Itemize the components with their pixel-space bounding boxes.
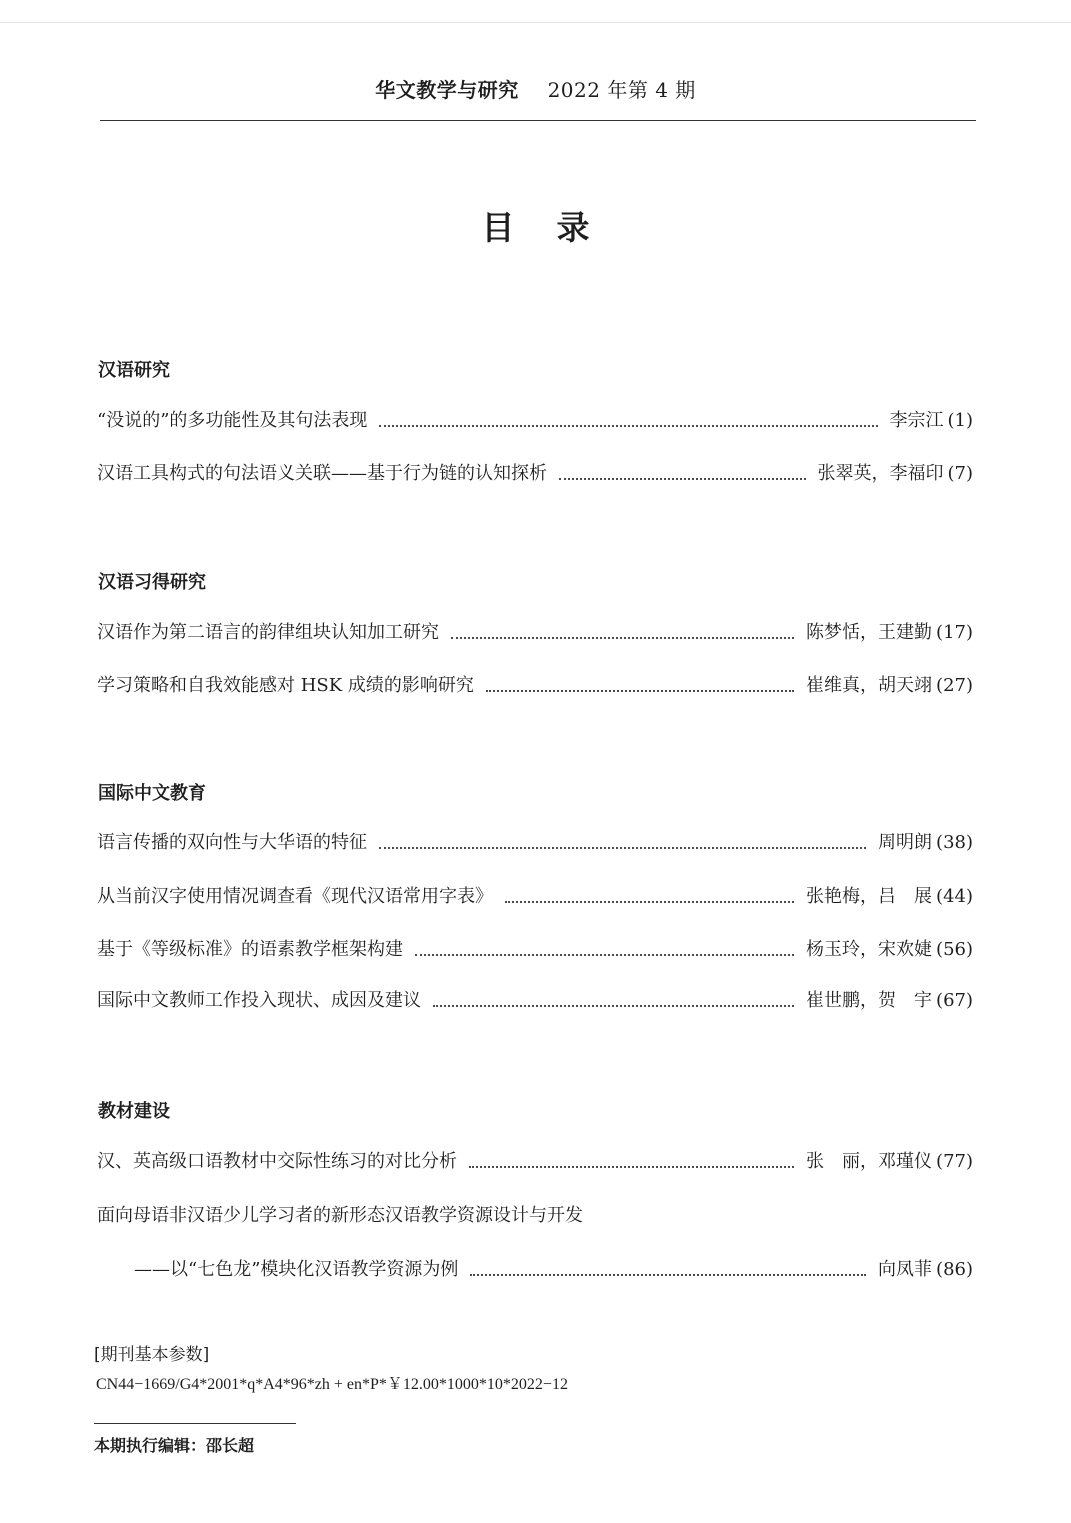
toc-entry[interactable] (97, 460, 973, 488)
toc-entry[interactable] (97, 936, 973, 964)
executive-editor: 本期执行编辑：邵长超 (94, 1436, 255, 1455)
dot-leader (470, 1274, 866, 1276)
entry-title: 汉、英高级口语教材中交际性练习的对比分析 (97, 1151, 457, 1172)
entry-title: 从当前汉字使用情况调查看《现代汉语常用字表》 (97, 886, 493, 907)
toc-entry[interactable] (134, 1256, 973, 1284)
toc-entry[interactable] (97, 1148, 973, 1176)
issue-number: 2022 年第 4 期 (547, 78, 696, 102)
section-heading: 国际中文教育 (98, 783, 206, 804)
params-code: CN44−1669/G4*2001*q*A4*96*zh + en*P*￥12.00*1000*10*2022−12 (96, 1376, 568, 1393)
entry-page: (27) (936, 675, 973, 696)
entry-page: (44) (936, 886, 973, 907)
entry-authors: 崔维真，胡天翊 (806, 675, 933, 696)
dot-leader (433, 1005, 794, 1007)
entry-authors: 崔世鹏，贺 宇 (806, 990, 933, 1011)
toc-entry[interactable] (97, 619, 973, 647)
dot-leader (469, 1166, 794, 1168)
entry-authors: 杨玉玲，宋欢婕 (806, 939, 933, 960)
entry-page: (17) (936, 622, 973, 643)
entry-page: (7) (947, 463, 973, 484)
entry-subtitle: ——以“七色龙”模块化汉语教学资源为例 (134, 1259, 459, 1280)
entry-page: (77) (936, 1151, 973, 1172)
section-heading: 汉语习得研究 (98, 572, 206, 593)
toc-entry[interactable] (97, 829, 973, 857)
dot-leader (486, 690, 794, 692)
journal-name: 华文教学与研究 (375, 78, 519, 102)
dot-leader (505, 901, 794, 903)
entry-page: (38) (936, 832, 973, 853)
toc-entry[interactable] (97, 883, 973, 911)
entry-title: 语言传播的双向性与大华语的特征 (97, 832, 367, 853)
entry-title: 汉语作为第二语言的韵律组块认知加工研究 (97, 622, 439, 643)
dot-leader (451, 637, 794, 639)
toc-entry[interactable] (97, 407, 973, 435)
top-border (0, 22, 1071, 23)
section-heading: 汉语研究 (98, 360, 170, 381)
entry-authors: 周明朗 (878, 832, 933, 853)
entry-title: 国际中文教师工作投入现状、成因及建议 (97, 990, 421, 1011)
entry-title: 学习策略和自我效能感对 HSK 成绩的影响研究 (97, 675, 474, 696)
entry-authors: 张艳梅，吕 展 (806, 886, 933, 907)
entry-authors: 李宗江 (889, 410, 944, 431)
dot-leader (559, 478, 806, 480)
entry-title: 汉语工具构式的句法语义关联——基于行为链的认知探析 (97, 463, 547, 484)
entry-page: (67) (936, 990, 973, 1011)
page-title: 目录 (481, 208, 632, 247)
dot-leader (379, 847, 866, 849)
params-label: [期刊基本参数] (94, 1345, 210, 1365)
entry-authors: 张翠英，李福印 (817, 463, 944, 484)
entry-title: “没说的”的多功能性及其句法表现 (97, 410, 368, 431)
entry-authors: 陈梦恬，王建勤 (806, 622, 933, 643)
entry-authors: 向凤菲 (878, 1259, 933, 1280)
entry-page: (1) (947, 410, 973, 431)
entry-page: (86) (936, 1259, 973, 1280)
entry-title[interactable]: 面向母语非汉语少儿学习者的新形态汉语教学资源设计与开发 (97, 1205, 583, 1226)
entry-authors: 张 丽，邓瑾仪 (806, 1151, 933, 1172)
journal-header (0, 74, 1071, 103)
dot-leader (379, 425, 877, 427)
entry-page: (56) (936, 939, 973, 960)
section-heading: 教材建设 (98, 1101, 170, 1122)
dot-leader (415, 954, 794, 956)
toc-entry[interactable] (97, 672, 973, 700)
footer-rule (94, 1423, 296, 1424)
entry-title: 基于《等级标准》的语素教学框架构建 (97, 939, 403, 960)
toc-entry[interactable] (97, 987, 973, 1015)
header-rule (100, 120, 976, 121)
